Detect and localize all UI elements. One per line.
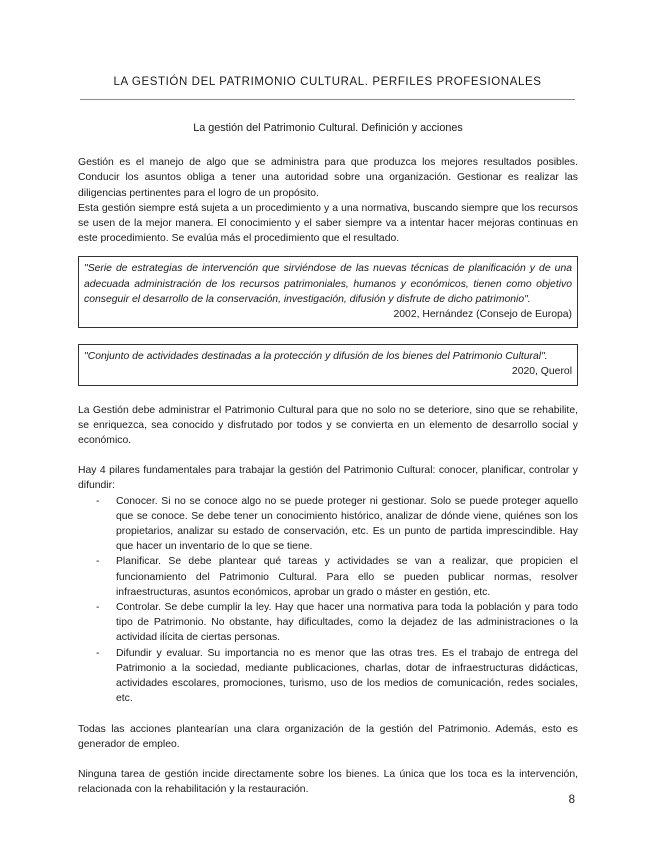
section-title: La gestión del Patrimonio Cultural. Definición y acciones [193, 122, 463, 134]
quote-citation: 2020, Querol [511, 366, 572, 378]
list-item-text: Conocer. Si no se conoce algo no se puede proteger ni gestionar. Solo se puede proteger aquello que se conoce. Se debe tener un conocimiento histórico, analizar de dónde viene, quiénes son los propietarios, analizar su estado de conservación, etc. Es un punto de partida imprescindible. Hay que hacer un inventario de lo que se tiene. [116, 495, 578, 553]
pillars-intro-paragraph: Hay 4 pilares fundamentales para trabajar la gestión del Patrimonio Cultural: conocer, planificar, controlar y difundir: [78, 465, 578, 492]
list-bullet: - [96, 602, 100, 614]
list-item [78, 600, 578, 646]
running-header: LA GESTIÓN DEL PATRIMONIO CULTURAL. PERFILES PROFESIONALES [113, 76, 542, 88]
quote-box-querol [78, 344, 578, 385]
quote-citation: 2002, Hernández (Consejo de Europa) [393, 309, 572, 321]
list-item [78, 494, 578, 555]
list-bullet: - [96, 556, 100, 568]
quote-box-hernandez [78, 256, 578, 328]
list-item-text: Planificar. Se debe plantear qué tareas y actividades se van a realizar, que propicien el funcionamiento del Patrimonio Cultural. Para ello se pueden publicar normas, resolver infraestructuras, asuntos económicos, aprobar un grado o máster en gestión, etc. [116, 556, 578, 598]
intro-paragraph-1: Gestión es el manejo de algo que se administra para que produzca los mejores resultados posibles. Conducir los asuntos obliga a tener una autoridad sobre una organización. Gestionar es realizar las diligencias pertinentes para el logro de un propósito. [78, 157, 578, 199]
quote-text: "Conjunto de actividades destinadas a la protección y difusión de los bienes del Patrimonio Cultural". [84, 351, 548, 363]
list-item-text: Controlar. Se debe cumplir la ley. Hay que hacer una normativa para toda la población y para todo tipo de Patrimonio. No obstante, hay dificultades, como la dejadez de las administraciones o la actividad ilícita de ciertas personas. [116, 602, 578, 644]
list-item-text: Difundir y evaluar. Su importancia no es menor que las otras tres. Es el trabajo de entrega del Patrimonio a la sociedad, mediante publicaciones, charlas, dotar de infraestructuras didácticas, actividades escolares, promociones, turismo, uso de los medios de comunicación, redes sociales, etc. [116, 647, 578, 705]
header-divider [80, 99, 575, 100]
page-content [78, 121, 578, 797]
page-number: 8 [568, 794, 575, 806]
pillars-list [78, 494, 578, 707]
quote-text: "Serie de estrategias de intervención que sirviéndose de las nuevas técnicas de planificación y de una adecuada administración de los recursos patrimoniales, humanos y económicos, tienen como objetivo conseguir el desarrollo de la conservación, investigación, difusión y disfrute de dicho patrimonio". [84, 263, 572, 305]
list-item [78, 554, 578, 600]
organization-paragraph: Todas las acciones plantearían una clara organización de la gestión del Patrimonio. Además, esto es generador de empleo. [78, 723, 578, 750]
list-bullet: - [96, 495, 100, 507]
list-item [78, 646, 578, 707]
intervention-paragraph: Ninguna tarea de gestión incide directamente sobre los bienes. La única que los toca es la intervención, relacionada con la rehabilitación y la restauración. [78, 768, 578, 796]
administration-paragraph: La Gestión debe administrar el Patrimonio Cultural para que no solo no se deteriore, sino que se rehabilite, se enriquezca, sea conocido y disfrutado por todos y se convierta en un elemento de desarrollo social y económico. [78, 404, 578, 447]
list-bullet: - [96, 647, 100, 659]
intro-paragraph-2: Esta gestión siempre está sujeta a un procedimiento y a una normativa, buscando siempre que los recursos se usen de la mejor manera. El conocimiento y el saber siempre va a intentar hacer mejoras continuas en este procedimiento. Se evalúa más el procedimiento que el resultado. [78, 202, 578, 245]
